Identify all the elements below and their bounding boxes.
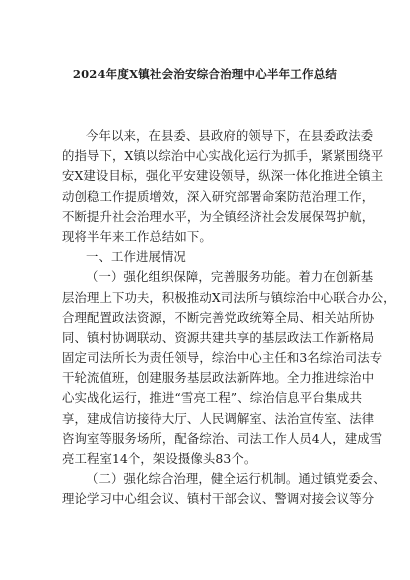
body-line: 心实战化运行，推进“雪亮工程”、综治信息平台集成共 <box>62 390 363 406</box>
body-line: 层治理上下功夫，积极推动X司法所与镇综治中心联合办公， <box>62 289 396 305</box>
document-title: 2024年度X镇社会治安综合治理中心半年工作总结 <box>72 67 338 81</box>
body-line: 一、工作进展情况 <box>86 249 186 265</box>
body-line: 理论学习中心组会议、镇村干部会议、警调对接会议等分 <box>62 491 375 507</box>
body-line: 的指导下，X镇以综治中心实战化运行为抓手，紧紧围绕平 <box>62 148 384 164</box>
body-line: 安X建设目标，强化平安建设领导，纵深一体化推进全镇主 <box>62 168 384 184</box>
body-line: 享，建成信访接待大厅、人民调解室、法治宣传室、法律 <box>62 410 375 426</box>
body-line: 同、镇村协调联动、资源共建共享的基层政法工作新格局 <box>62 329 375 345</box>
body-line: 动创稳工作提质增效，深入研究部署命案防范治理工作， <box>62 188 375 204</box>
body-line: （一）强化组织保障，完善服务功能。着力在创新基 <box>86 269 374 285</box>
body-line: 不断提升社会治理水平，为全镇经济社会发展保驾护航， <box>62 208 375 224</box>
body-line: （二）强化综合治理，健全运行机制。通过镇党委会、 <box>86 471 386 487</box>
body-line: 干轮流值班，创建服务基层政法新阵地。全力推进综治中 <box>62 370 375 386</box>
body-line: 亮工程室14个，架设摄像头83个。 <box>62 451 257 466</box>
document-body <box>62 126 396 510</box>
body-line: 咨询室等服务场所，配备综治、司法工作人员4人，建成雪 <box>62 430 383 446</box>
body-line: 合理配置政法资源，不断完善党政统筹全局、相关站所协 <box>62 309 375 325</box>
body-line: 现将半年来工作总结如下。 <box>62 228 212 244</box>
body-line: 固定司法所长为责任领导，综治中心主任和3名综治司法专 <box>62 350 383 366</box>
body-line: 今年以来，在县委、县政府的领导下，在县委政法委 <box>86 128 374 143</box>
